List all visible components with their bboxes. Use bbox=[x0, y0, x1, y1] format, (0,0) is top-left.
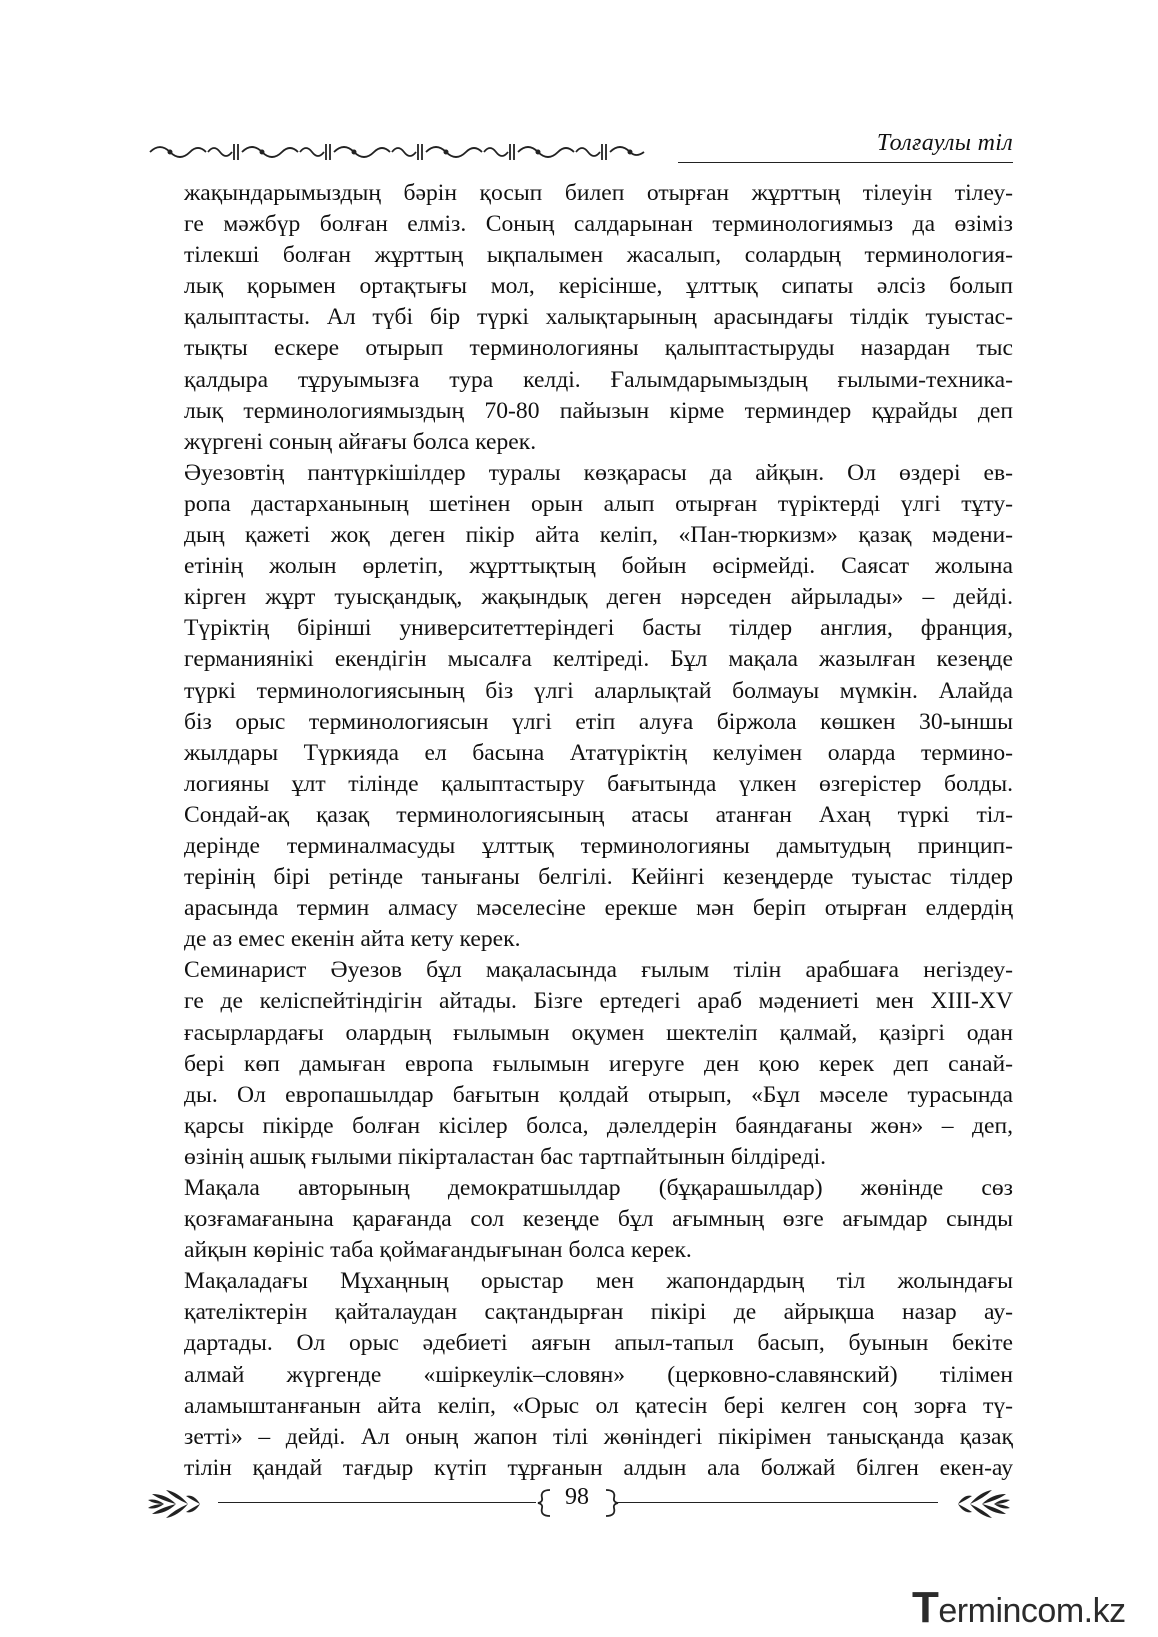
site-watermark bbox=[912, 1583, 1126, 1633]
paragraph bbox=[184, 1266, 1013, 1484]
text-line: айқын көрініс таба қоймағандығынан болса керек. bbox=[184, 1237, 692, 1264]
text-line: Түріктің бірінші университеттеріндегі басты тілдер англия, франция, bbox=[184, 615, 1013, 642]
text-line: ғасырлардағы олардың ғылымын оқумен шектеліп қалмай, қазіргі одан bbox=[184, 1019, 1013, 1046]
text-line: тілін қандай тағдыр күтіп тұрғанын алдын ала болжай білген екен-ау bbox=[184, 1454, 1013, 1481]
text-line: Мақаладағы Мұхаңның орыстар мен жапондардың тіл жолындағы bbox=[184, 1268, 1013, 1295]
scroll-ornament-icon bbox=[148, 138, 648, 164]
text-line: терінің бірі ретінде танығаны белгілі. Кейінгі кезеңдерде туыстас тілдер bbox=[184, 864, 1013, 891]
text-line: Сондай-ақ қазақ терминологиясының атасы атанған Ахаң түркі тіл- bbox=[184, 801, 1013, 828]
footer-rule-right bbox=[618, 1502, 938, 1503]
text-line: қозғамағанына қарағанда сол кезеңде бұл ағымның өзге ағымдар сынды bbox=[184, 1206, 1013, 1233]
text-line: кірген жұрт туысқандық, жақындық деген нәрседен айрылады» – дейді. bbox=[184, 584, 1013, 611]
text-line: дартады. Ол орыс әдебиеті аяғын апыл-тапыл басып, буынын бекіте bbox=[184, 1330, 1013, 1357]
paragraph bbox=[184, 1173, 1013, 1266]
header-rule bbox=[678, 162, 1013, 163]
watermark-text: ermincom.kz bbox=[938, 1592, 1126, 1630]
text-line: дерінде терминалмасуды ұлттық терминологияны дамытудың принцип- bbox=[184, 832, 1013, 859]
text-line: лық қорымен ортақтығы мол, керісінше, ұлттық сипаты әлсіз болып bbox=[184, 273, 1013, 300]
text-line: қателіктерін қайталаудан сақтандырған пікірі де айрықша назар ау- bbox=[184, 1299, 1013, 1326]
page-footer bbox=[148, 1480, 1013, 1526]
text-line: жылдары Түркияда ел басына Ататүріктің келуімен оларда термино- bbox=[184, 739, 1013, 766]
text-line: қалдыра тұруымызға тура келді. Ғалымдарымыздың ғылыми-техника- bbox=[184, 366, 1013, 393]
text-line: бері көп дамыған европа ғылымын игеруге ден қою керек деп санай- bbox=[184, 1050, 1013, 1077]
body-text bbox=[184, 178, 1013, 1484]
text-line: ге де келіспейтіндігін айтады. Бізге ертедегі араб мәдениеті мен XIII-XV bbox=[184, 988, 1013, 1015]
footer-rule-left bbox=[218, 1502, 536, 1503]
text-line: жүргені соның айғағы болса керек. bbox=[184, 428, 537, 455]
leaf-ornament-icon bbox=[938, 1484, 1010, 1524]
leaf-ornament-icon bbox=[148, 1484, 220, 1524]
text-line: логияны ұлт тілінде қалыптастыру бағытында үлкен өзгерістер болды. bbox=[184, 770, 1013, 797]
right-bracket-icon bbox=[604, 1488, 620, 1518]
text-line: алмай жүргенде «шіркеулік–словян» (церковно-славянский) тілімен bbox=[184, 1361, 1013, 1388]
watermark-initial: T bbox=[912, 1583, 939, 1632]
text-line: етінің жолын өрлетіп, жұрттықтың бойын өсірмейді. Саясат жолына bbox=[184, 553, 1013, 580]
text-line: аламыштанғанын айта келіп, «Орыс ол қатесін бері келген соң зорға тү- bbox=[184, 1392, 1013, 1419]
paragraph bbox=[184, 458, 1013, 956]
text-line: жақындарымыздың бәрін қосып билеп отырған жұрттың тілеуін тілеу- bbox=[184, 180, 1013, 206]
page-header bbox=[148, 128, 1013, 170]
text-line: ды. Ол европашылдар бағытын қолдай отырып, «Бұл мәселе турасында bbox=[184, 1081, 1013, 1108]
text-line: арасында термин алмасу мәселесіне ерекше мән беріп отырған елдердің bbox=[184, 895, 1013, 922]
text-line: де аз емес екенін айта кету керек. bbox=[184, 926, 521, 953]
text-line: өзінің ашық ғылыми пікірталастан бас тартпайтынын білдіреді. bbox=[184, 1143, 827, 1170]
text-line: ропа дастарханының шетінен орын алып отырған түріктерді үлгі тұту- bbox=[184, 490, 1013, 517]
text-line: Әуезовтің пантүркішілдер туралы көзқарасы да айқын. Ол өздері ев- bbox=[184, 459, 1013, 486]
text-line: қалыптасты. Ал түбі бір түркі халықтарының арасындағы тілдік туыстас- bbox=[184, 304, 1013, 331]
text-line: германиянікі екендігін мысалға келтіреді. Бұл мақала жазылған кезеңде bbox=[184, 646, 1013, 673]
text-line: біз орыс терминологиясын үлгі етіп алуға біржола көшкен 30-ыншы bbox=[184, 708, 1013, 735]
paragraph bbox=[184, 178, 1013, 458]
text-line: лық терминологиямыздың 70-80 пайызын кірме терминдер құрайды деп bbox=[184, 397, 1013, 424]
text-line: Семинарист Әуезов бұл мақаласында ғылым тілін арабшаға негіздеу- bbox=[184, 957, 1013, 984]
text-line: тықты ескере отырып терминологияны қалыптастыруды назардан тыс bbox=[184, 335, 1013, 362]
text-line: қарсы пікірде болған кісілер болса, дәлелдерін баяндағаны жөн» – деп, bbox=[184, 1112, 1013, 1139]
text-line: тілекші болған жұрттың ықпалымен жасалып, солардың терминология- bbox=[184, 242, 1013, 269]
text-line: түркі терминологиясының біз үлгі аларлықтай болмауы мүмкін. Алайда bbox=[184, 677, 1013, 704]
text-line: Мақала авторының демократшылдар (бұқарашылдар) жөнінде сөз bbox=[184, 1175, 1013, 1201]
text-line: дың қажеті жоқ деген пікір айта келіп, «Пан-тюркизм» қазақ мәдени- bbox=[184, 522, 1013, 549]
running-title: Толғаулы тіл bbox=[876, 130, 1013, 156]
text-line: зетті» – дейді. Ал оның жапон тілі жөніндегі пікірімен танысқанда қазақ bbox=[184, 1423, 1013, 1450]
page-number: 98 bbox=[565, 1484, 589, 1510]
paragraph bbox=[184, 955, 1013, 1173]
text-line: ге мәжбүр болған елміз. Соның салдарынан терминологиямыз да өзіміз bbox=[184, 211, 1013, 238]
